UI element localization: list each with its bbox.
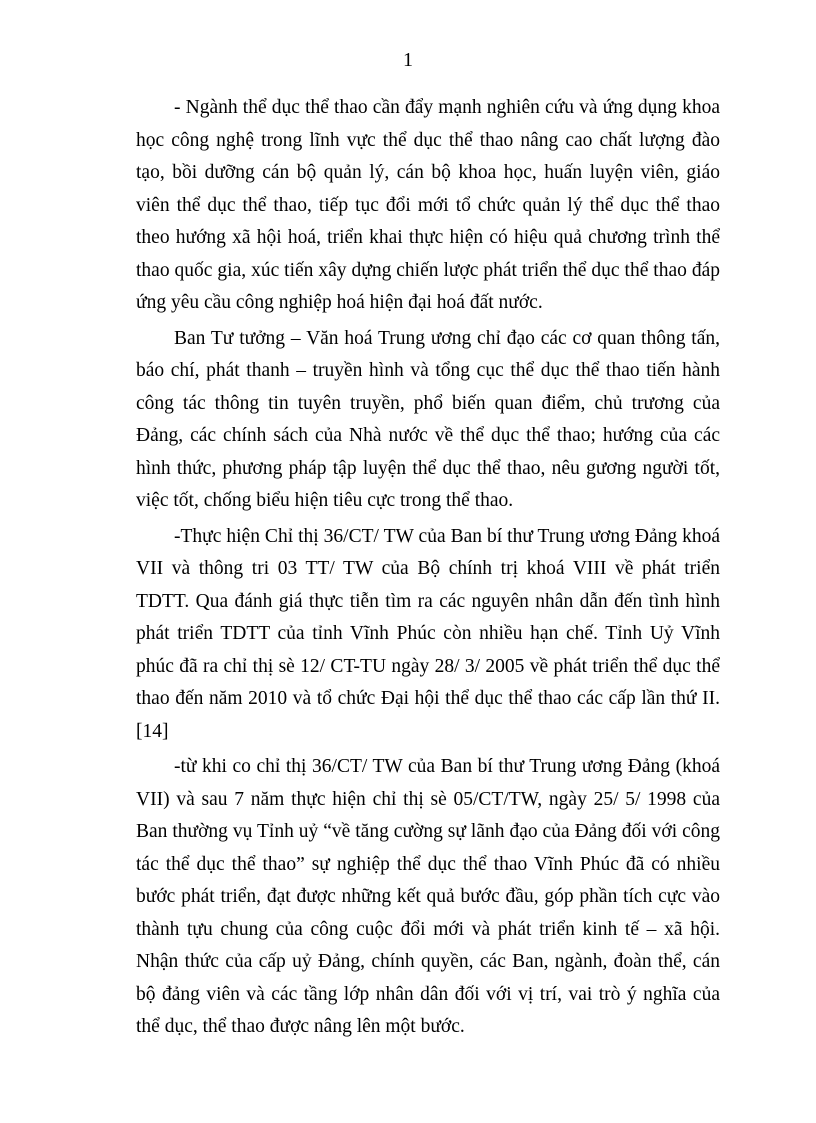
- page-number: 1: [403, 49, 413, 71]
- paragraph-results: -từ khi co chỉ thị 36/CT/ TW của Ban bí thư Trung ương Đảng (khoá VII) và sau 7 năm thực hiện chỉ thị sè 05/CT/TW, ngày 25/ 5/ 1998 của Ban thường vụ Tỉnh uỷ “về tăng cường sự lãnh đạo của Đảng đối với công tác thể dục thể thao” sự nghiệp thể dục thể thao Vĩnh Phúc đã có nhiều bước phát triển, đạt được những kết quả bước đầu, góp phần tích cực vào thành tựu chung của công cuộc đổi mới và phát triển kinh tế – xã hội. Nhận thức của cấp uỷ Đảng, chính quyền, các Ban, ngành, đoàn thể, cán bộ đảng viên và các tầng lớp nhân dân đối với vị trí, vai trò ý nghĩa của thể dục, thể thao được nâng lên một bước.: [136, 756, 720, 1037]
- paragraph-directive-36: -Thực hiện Chỉ thị 36/CT/ TW của Ban bí thư Trung ương Đảng khoá VII và thông tri 03 TT/ TW của Bộ chính trị khoá VIII về phát triển TDTT. Qua đánh giá thực tiễn tìm ra các nguyên nhân dẫn đến tình hình phát triển TDTT của tỉnh Vĩnh Phúc còn nhiều hạn chế. Tỉnh Uỷ Vĩnh phúc đã ra chỉ thị sè 12/ CT-TU ngày 28/ 3/ 2005 về phát triển thể dục thể thao đến năm 2010 và tổ chức Đại hội thể dục thể thao các cấp lần thứ II.[14]: [136, 525, 720, 742]
- paragraph-sports-science: - Ngành thể dục thể thao cần đẩy mạnh nghiên cứu và ứng dụng khoa học công nghệ trong lĩnh vực thể dục thể thao nâng cao chất lượng đào tạo, bồi dưỡng cán bộ quản lý, cán bộ khoa học, huấn luyện viên, giáo viên thể dục thể thao, tiếp tục đổi mới tổ chức quản lý thể dục thể thao theo hướng xã hội hoá, triển khai thực hiện có hiệu quả chương trình thể thao quốc gia, xúc tiến xây dựng chiến lược phát triển thể dục thể thao đáp ứng yêu cầu công nghiệp hoá hiện đại hoá đất nước.: [136, 97, 720, 313]
- paragraph-propaganda-committee: Ban Tư tưởng – Văn hoá Trung ương chỉ đạo các cơ quan thông tấn, báo chí, phát thanh – truyền hình và tổng cục thể dục thể thao tiến hành công tác thông tin tuyên truyền, phổ biến quan điểm, chủ trương của Đảng, các chính sách của Nhà nước về thể dục thể thao; hướng của các hình thức, phương pháp tập luyện thể dục thể thao, nêu gương người tốt, việc tốt, chống biểu hiện tiêu cực trong thể thao.: [136, 327, 720, 511]
- document-body: [136, 92, 720, 1047]
